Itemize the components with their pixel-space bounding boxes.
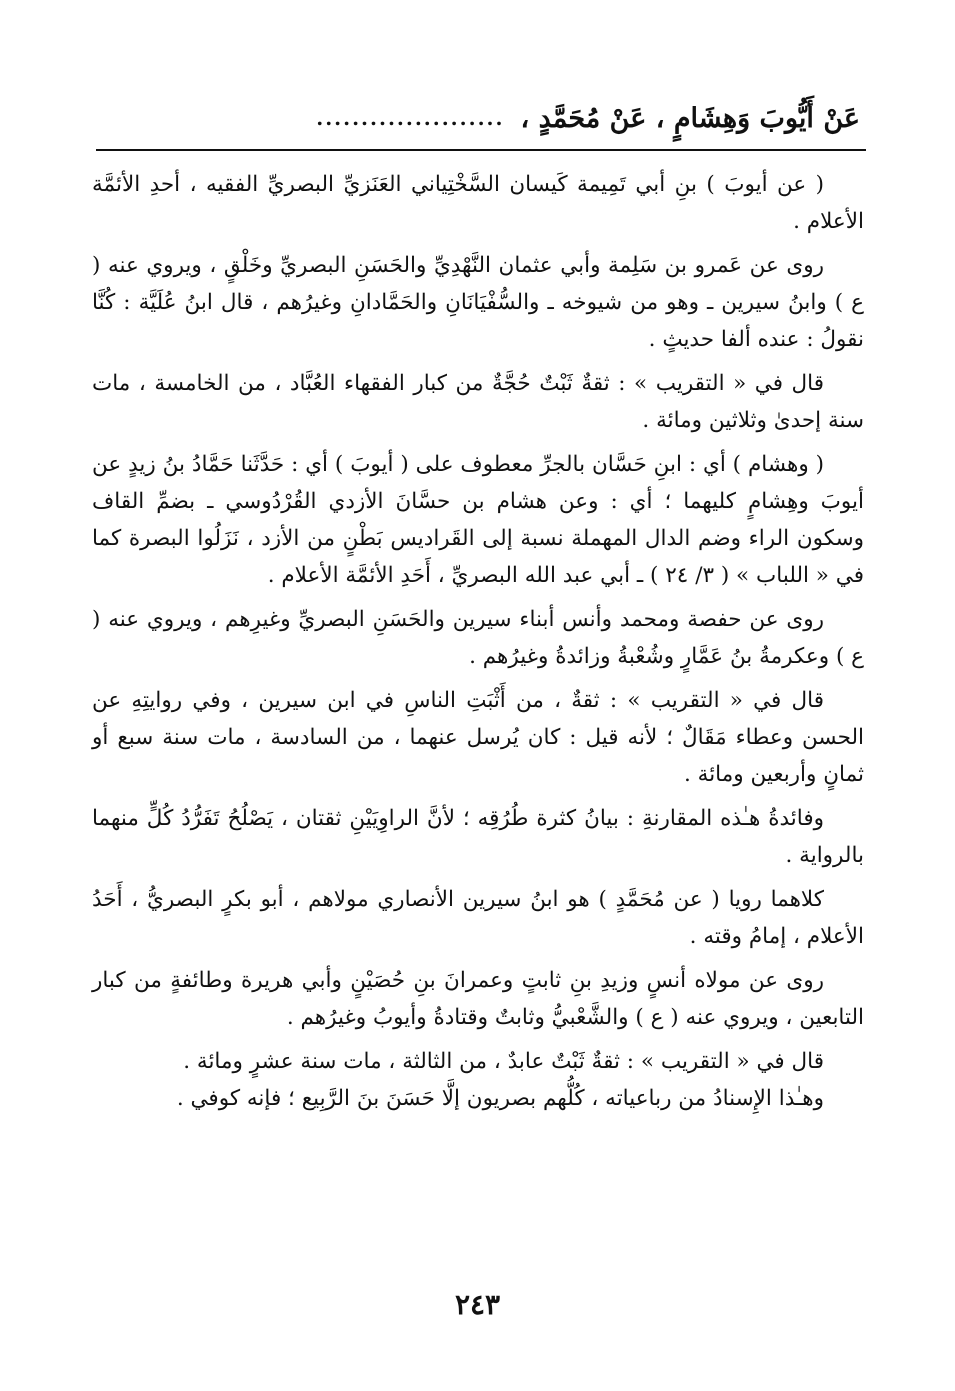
paragraph-hisham-taqrib: قال في « التقريب » : ثقةٌ ، من أَثْبَتِ الناسِ في ابن سيرين ، وفي روايتِهِ عن الحسن وعطاء مَقَالٌ ؛ لأنه قيل : كان يُرسل عنهما ، من السادسة ، مات سنة سبع أو ثمانٍ وأربعين ومائة . (92, 688, 864, 787)
paragraph-hisham-intro: ( وهشام ) أي : ابنِ حَسَّان بالجرِّ معطوف على ( أيوبَ ) أي : حَدَّثَنا حَمَّادُ بنُ زيدٍ عن أيوبَ وهِشامٍ كليهما ؛ أي : وعن هشام بن حسَّانَ الأزدي القُرْدُوسي ـ بضمِّ القاف وسكون الراء وضم الدال المهملة نسبة إلى القَراديس بَطْنٍ من الأزد ، نَزَلُوا البصرة كما في « اللباب » ( ٣/ ٢٤ ) ـ أبي عبد الله البصريِّ ، أَحَدِ الأئمَّة الأعلام . (92, 452, 864, 588)
paragraph-hisham-narrators: روى عن حفصة ومحمد وأنس أبناء سيرين والحَسَنِ البصريِّ وغيرِهم ، ويروي عنه ( ع ) وعكرمةُ بنُ عَمَّارٍ وشُعْبةُ وزائدةُ وغيرُهم . (92, 607, 864, 669)
paragraph-ayyub-narrators: روى عن عَمرو بن سَلِمة وأبي عثمان النَّهْدِيِّ والحَسَنِ البصريِّ وخَلْقٍ ، ويروي عنه ( ع ) وابنُ سيرين ـ وهو من شيوخه ـ والسُّفْيَانَانِ والحَمَّادانِ وغيرُهم ، قال ابنُ عُلَيَّة : كُنَّا نقولُ : عنده ألفا حديثٍ . (92, 253, 864, 352)
page-number: ٢٤٣ (454, 1288, 501, 1321)
paragraph-muhammad-narrators: روى عن مولاه أنسٍ وزيدِ بنِ ثابتٍ وعمرانَ بنِ حُصَيْنٍ وأبي هريرة وطائفةٍ من كبار التابعين ، ويروي عنه ( ع ) والشَّعْبيُّ وثابتٌ وقتادةُ وأيوبُ وغيرُهم . (92, 968, 864, 1030)
paragraph-ayyub-taqrib: قال في « التقريب » : ثقةٌ ثَبْتٌ حُجَّةٌ من كبار الفقهاء العُبَّاد ، من الخامسة ، مات سنة إحدىٰ وثلاثين ومائة . (92, 371, 864, 433)
paragraph-muhammad-intro: كلاهما رويا ( عن مُحَمَّدٍ ) هو ابنُ سيرين الأنصاري مولاهم ، أبو بكرٍ البصريُّ ، أَحَدُ الأعلام ، إمامُ وقته . (92, 887, 864, 949)
paragraph-ayyub-intro: ( عن أيوبَ ) بنِ أبي تَمِيمة كَيسان السَّخْتِياني العَنَزيِّ البصريِّ الفقيه ، أحدِ الأئمَّة الأعلام . (92, 172, 864, 234)
paragraph-pairing-benefit: وفائدةُ هـٰذه المقارنةِ : بيانُ كثرة طُرُقِه ؛ لأنَّ الراوِيَيْنِ ثقتان ، يَصْلُحُ تَفَرُّدُ كُلٍّ منهما بالرواية . (92, 806, 864, 868)
header-title: عَنْ أَيُّوبَ وَهِشَامٍ ، عَنْ مُحَمَّدٍ ، (520, 102, 860, 134)
paragraph-muhammad-taqrib: قال في « التقريب » : ثقةٌ ثَبْتٌ عابدٌ ، من الثالثة ، مات سنة عشرٍ ومائة . (183, 1049, 824, 1074)
header-leader-dots: ..................... (316, 106, 505, 130)
commentary-body (92, 166, 864, 1258)
running-header (96, 92, 860, 144)
header-divider (96, 149, 866, 151)
paragraph-isnad-note: وهـٰذا الإِسنادُ من رباعياته ، كُلُّهم بصريون إلَّا حَسَنَ بنَ الرَّبِيع ؛ فإنه كوفي . (176, 1086, 824, 1111)
